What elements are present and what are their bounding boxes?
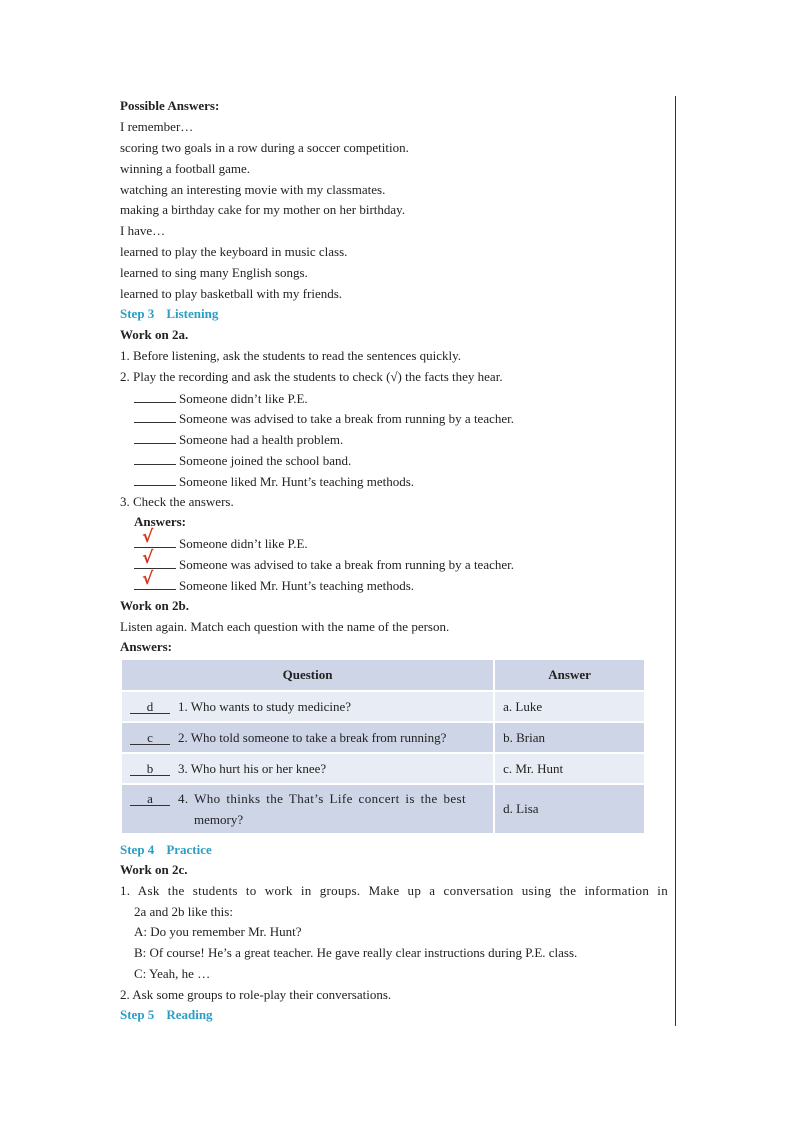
margin-rule <box>675 96 676 1026</box>
checked-item: √ Someone didn’t like P.E. <box>134 535 308 552</box>
answer-line: I remember… <box>120 119 194 134</box>
answer-blank <box>134 431 176 444</box>
checked-item: √ Someone was advised to take a break from running by a teacher. <box>134 556 514 573</box>
answer-blank <box>134 548 176 569</box>
table-header-question: Question <box>121 659 494 691</box>
fact-item: Someone joined the school band. <box>134 452 351 469</box>
answer-line: learned to sing many English songs. <box>120 265 308 280</box>
table-header-answer: Answer <box>494 659 645 691</box>
fact-item: Someone liked Mr. Hunt’s teaching methods. <box>134 473 414 490</box>
dialog-line: B: Of course! He’s a great teacher. He gave really clear instructions during P.E. class. <box>134 945 578 960</box>
work2a-heading: Work on 2a. <box>120 327 189 342</box>
work2c-step2: 2. Ask some groups to role-play their conversations. <box>120 987 392 1002</box>
step4-title: Practice <box>166 842 212 857</box>
work2b-answers-label: Answers: <box>120 639 172 654</box>
work2c-step1-line2: 2a and 2b like this: <box>134 904 233 919</box>
work2a-step3: 3. Check the answers. <box>120 494 234 509</box>
step3-label: Step 3 <box>120 306 155 321</box>
answer-line: learned to play the keyboard in music class. <box>120 244 348 259</box>
answer-blank <box>134 452 176 465</box>
step4-heading <box>120 842 212 858</box>
step3-title: Listening <box>166 306 219 321</box>
answer-line: winning a football game. <box>120 161 250 176</box>
step5-title: Reading <box>166 1007 213 1022</box>
possible-answers-heading: Possible Answers: <box>120 98 220 113</box>
answer-line: watching an interesting movie with my classmates. <box>120 182 386 197</box>
work2c-step1-line1: 1. Ask the students to work in groups. Make up a conversation using the information in <box>120 883 668 898</box>
answer-blank <box>134 473 176 486</box>
table-row: d 1. Who wants to study medicine? a. Luke <box>121 691 645 722</box>
step5-label: Step 5 <box>120 1007 155 1022</box>
fact-item: Someone was advised to take a break from running by a teacher. <box>134 410 514 427</box>
check-mark-icon: √ <box>142 548 154 568</box>
answer-line: scoring two goals in a row during a soccer competition. <box>120 140 409 155</box>
table-row: b 3. Who hurt his or her knee? c. Mr. Hunt <box>121 753 645 784</box>
work2a-answers-label: Answers: <box>134 514 186 529</box>
work2c-heading: Work on 2c. <box>120 862 188 877</box>
dialog-line: A: Do you remember Mr. Hunt? <box>134 924 302 939</box>
checked-item: √ Someone liked Mr. Hunt’s teaching methods. <box>134 577 414 594</box>
check-mark-icon: √ <box>142 527 154 547</box>
step3-heading <box>120 306 218 322</box>
answer-blank <box>134 527 176 548</box>
fact-item: Someone had a health problem. <box>134 431 343 448</box>
step5-heading <box>120 1007 213 1023</box>
answer-line: making a birthday cake for my mother on her birthday. <box>120 202 406 217</box>
step4-label: Step 4 <box>120 842 155 857</box>
check-mark-icon: √ <box>142 569 154 589</box>
table-row: a 4. Who thinks the That’s Life concert is the best memory? d. Lisa <box>121 784 645 834</box>
fact-item: Someone didn’t like P.E. <box>134 390 308 407</box>
work2b-heading: Work on 2b. <box>120 598 189 613</box>
answer-line: learned to play basketball with my friends. <box>120 286 343 301</box>
work2a-step2: 2. Play the recording and ask the students to check (√) the facts they hear. <box>120 369 503 384</box>
answers-table <box>120 658 646 835</box>
work2a-step1: 1. Before listening, ask the students to read the sentences quickly. <box>120 348 462 363</box>
answer-blank <box>134 410 176 423</box>
dialog-line: C: Yeah, he … <box>134 966 211 981</box>
table-row: c 2. Who told someone to take a break from running? b. Brian <box>121 722 645 753</box>
answer-blank <box>134 569 176 590</box>
work2b-instruction: Listen again. Match each question with the name of the person. <box>120 619 450 634</box>
answer-blank <box>134 390 176 403</box>
answer-line: I have… <box>120 223 166 238</box>
